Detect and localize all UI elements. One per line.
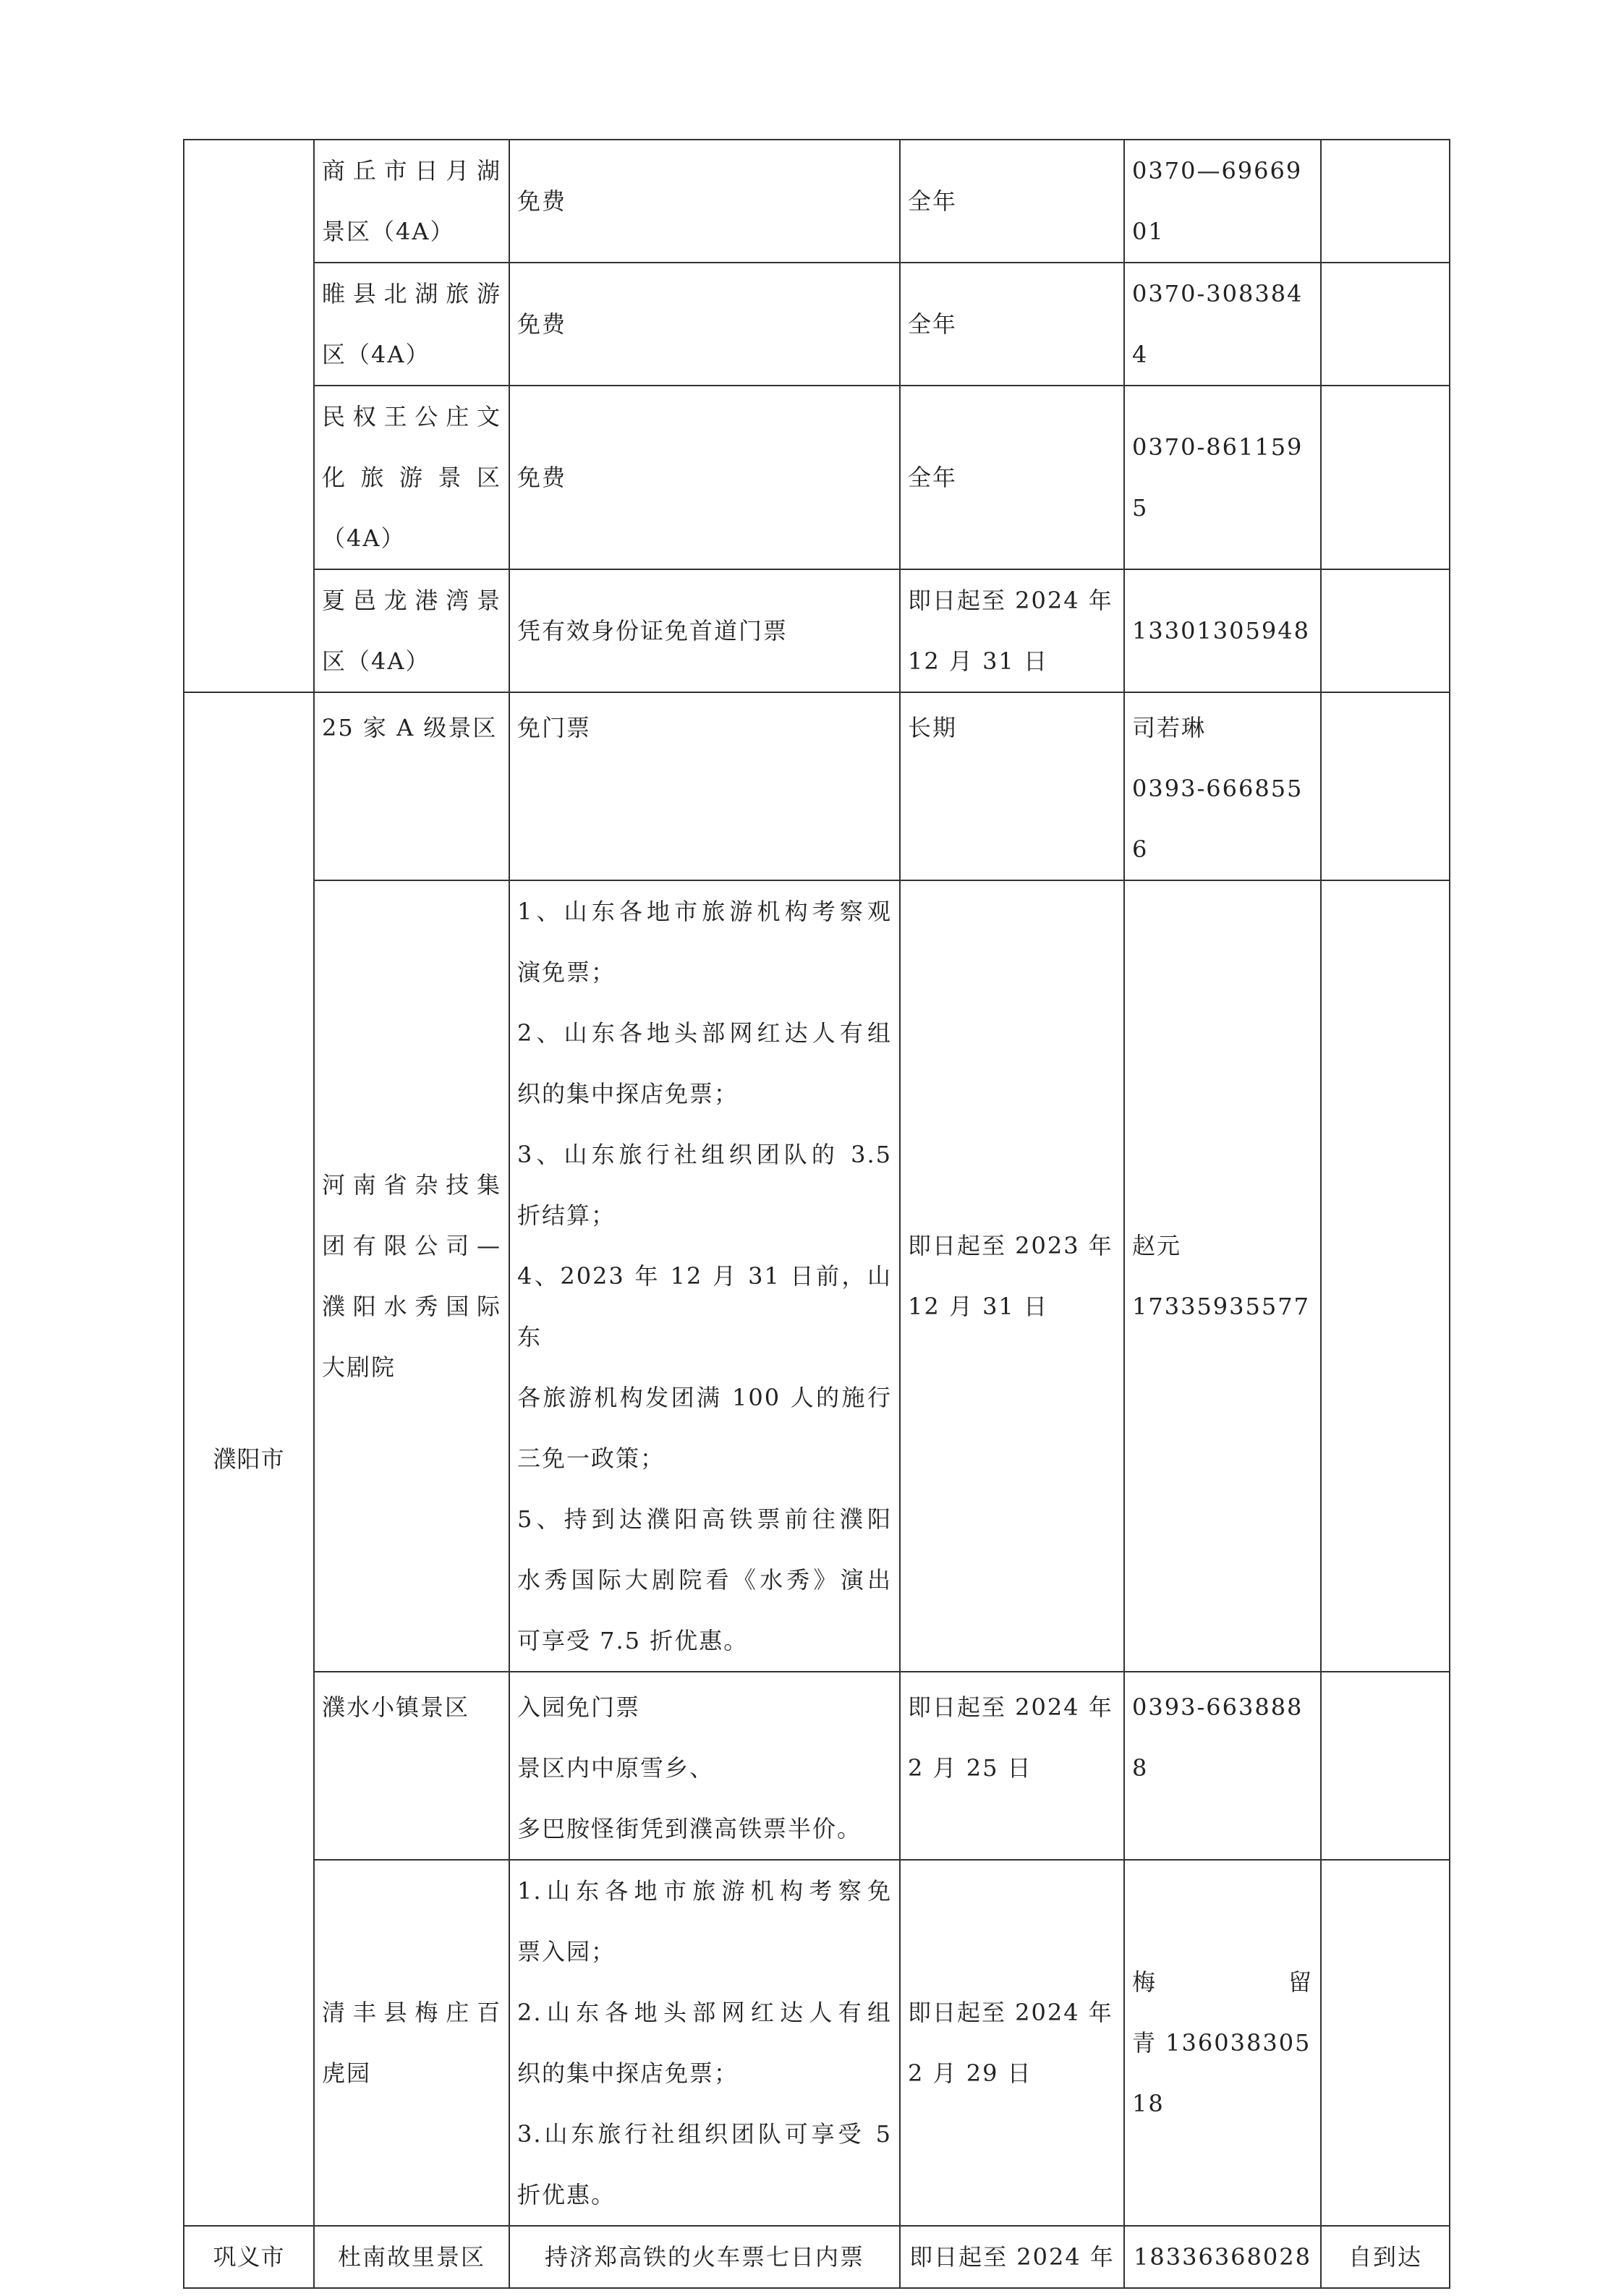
table-row [184,1672,1450,1860]
contact-line: 留 [1288,1968,1313,1996]
scenic-name-cell [314,2226,509,2288]
policy-cell [509,1860,900,2226]
note-cell [1321,386,1450,569]
period-line: 即日起至 2023 年 [908,1232,1113,1259]
table-row [184,2226,1450,2288]
contact-line: 0370-8611595 [1132,433,1304,522]
policy-line: 演免票； [517,958,616,986]
note-cell [1321,1672,1450,1860]
period-line: 即日起至 2024 年 [908,587,1113,614]
policy-cell [509,263,900,386]
contact-line: 司若琳 [1132,714,1207,741]
scenic-name-cell [314,1672,509,1860]
policy-line: 4、2023 年 12 月 31 日前，山东 [517,1262,892,1351]
scenic-name-line: 化旅游景区 [322,464,501,491]
city-cell: 濮阳市 [184,692,314,2226]
scenic-policy-table [183,139,1450,2289]
policy-line: 可享受 7.5 折优惠。 [517,1627,749,1654]
period-line: 即日起至 2024 年 [908,1693,1113,1721]
policy-line: 凭有效身份证免首道门票 [517,617,788,645]
period-cell [900,1672,1124,1860]
scenic-name-cell [314,140,509,263]
note-cell [1321,569,1450,692]
contact-cell [1124,140,1321,263]
note-cell [1321,140,1450,263]
table-row [184,1860,1450,2226]
period-cell [900,1860,1124,2226]
period-line: 全年 [908,464,958,491]
policy-cell [509,692,900,880]
contact-cell [1124,569,1321,692]
period-line: 即日起至 2024 年 [909,2243,1115,2271]
contact-cell [1124,1672,1321,1860]
policy-line: 三免一政策； [517,1445,666,1472]
period-cell [900,569,1124,692]
contact-name-spread [1132,1952,1313,2012]
policy-line: 折结算； [517,1202,616,1229]
table-row [184,880,1450,1672]
period-cell [900,2226,1124,2288]
policy-line: 2.山东各地头部网红达人有组 [517,1999,892,2026]
policy-line: 1.山东各地市旅游机构考察免 [517,1877,892,1905]
period-line: 全年 [908,187,958,215]
period-cell [900,692,1124,880]
contact-cell [1124,263,1321,386]
scenic-name-cell [314,1860,509,2226]
period-line: 12 月 31 日 [908,1293,1048,1320]
scenic-name-line: 景区（4A） [322,218,455,245]
policy-line: 水秀国际大剧院看《水秀》演出 [517,1566,892,1594]
contact-cell [1124,880,1321,1672]
contact-line: 赵元 [1132,1232,1182,1259]
policy-line: 5、持到达濮阳高铁票前往濮阳 [517,1505,892,1533]
period-line: 即日起至 2024 年 [908,1999,1113,2026]
policy-cell [509,2226,900,2288]
period-cell [900,880,1124,1672]
contact-line: 13301305948 [1132,617,1310,645]
contact-line: 梅 [1132,1968,1157,1996]
policy-line: 3、山东旅行社组织团队的 3.5 [517,1141,892,1168]
policy-line: 免门票 [517,714,592,741]
policy-line: 折优惠。 [517,2181,616,2208]
policy-cell [509,1672,900,1860]
scenic-name-line: 大剧院 [322,1353,396,1381]
period-line: 全年 [908,310,958,338]
policy-line: 3.山东旅行社组织团队可享受 5 [517,2120,892,2148]
scenic-name-line: （4A） [322,524,406,552]
table-row [184,386,1450,569]
city-cell-shangqiu [184,140,314,692]
policy-line: 织的集中探店免票； [517,1080,739,1107]
scenic-name-line: 商丘市日月湖 [322,157,501,184]
period-cell [900,140,1124,263]
contact-line: 17335935577 [1132,1293,1310,1320]
note-cell: 自到达 [1321,2226,1450,2288]
scenic-name-line: 25 家 A 级景区 [322,714,498,741]
note-cell [1321,263,1450,386]
contact-cell [1124,386,1321,569]
contact-cell [1124,1860,1321,2226]
policy-line: 1、山东各地市旅游机构考察观 [517,898,892,925]
scenic-name-line: 民权王公庄文 [322,403,501,430]
contact-cell [1124,692,1321,880]
period-line: 长期 [908,714,958,741]
period-cell [900,386,1124,569]
scenic-name-line: 团有限公司— [322,1232,501,1259]
contact-line: 0393-6668556 [1132,775,1304,863]
scenic-name-line: 虎园 [322,2059,372,2087]
policy-line: 2、山东各地头部网红达人有组 [517,1019,892,1047]
note-cell [1321,880,1450,1672]
contact-line: 0370-3083844 [1132,280,1304,368]
policy-line: 免费 [517,464,567,491]
policy-line: 免费 [517,310,567,338]
scenic-name-line: 区（4A） [322,647,430,675]
policy-cell [509,140,900,263]
table-row [184,569,1450,692]
period-line: 2 月 29 日 [908,2059,1032,2087]
scenic-name-line: 濮水小镇景区 [322,1693,470,1721]
table-row [184,140,1450,263]
scenic-name-line: 清丰县梅庄百 [322,1999,501,2026]
scenic-name-line: 区（4A） [322,341,430,368]
note-cell [1321,1860,1450,2226]
note-cell [1321,692,1450,880]
policy-line: 织的集中探店免票； [517,2059,739,2087]
policy-line: 各旅游机构发团满 100 人的施行 [517,1384,892,1411]
policy-line: 票入园； [517,1938,616,1965]
policy-line: 景区内中原雪乡、 [517,1754,715,1782]
period-line: 2 月 25 日 [908,1754,1032,1782]
scenic-name-cell [314,880,509,1672]
city-cell: 巩义市 [184,2226,314,2288]
period-line: 12 月 31 日 [908,647,1048,675]
scenic-name-line: 夏邑龙港湾景 [322,587,501,614]
scenic-name-cell [314,386,509,569]
contact-line: 青 13603830518 [1132,2029,1311,2117]
scenic-name-line: 睢县北湖旅游 [322,280,501,307]
policy-cell [509,386,900,569]
table-row [184,263,1450,386]
period-cell [900,263,1124,386]
contact-cell [1124,2226,1321,2288]
scenic-name-cell [314,263,509,386]
scenic-name-line: 濮阳水秀国际 [322,1293,501,1320]
policy-line: 入园免门票 [517,1693,641,1721]
scenic-name-line: 杜南故里景区 [337,2243,485,2271]
policy-cell [509,880,900,1672]
policy-cell [509,569,900,692]
scenic-name-cell [314,569,509,692]
policy-line: 免费 [517,187,567,215]
policy-line: 多巴胺怪街凭到濮高铁票半价。 [517,1815,862,1842]
contact-line: 0370—6966901 [1132,157,1303,245]
contact-line: 0393-6638888 [1132,1693,1304,1782]
policy-line: 持济郑高铁的火车票七日内票 [544,2243,864,2271]
contact-line: 18336368028 [1134,2243,1311,2271]
scenic-name-line: 河南省杂技集 [322,1171,501,1199]
table-row [184,692,1450,880]
scenic-name-cell [314,692,509,880]
